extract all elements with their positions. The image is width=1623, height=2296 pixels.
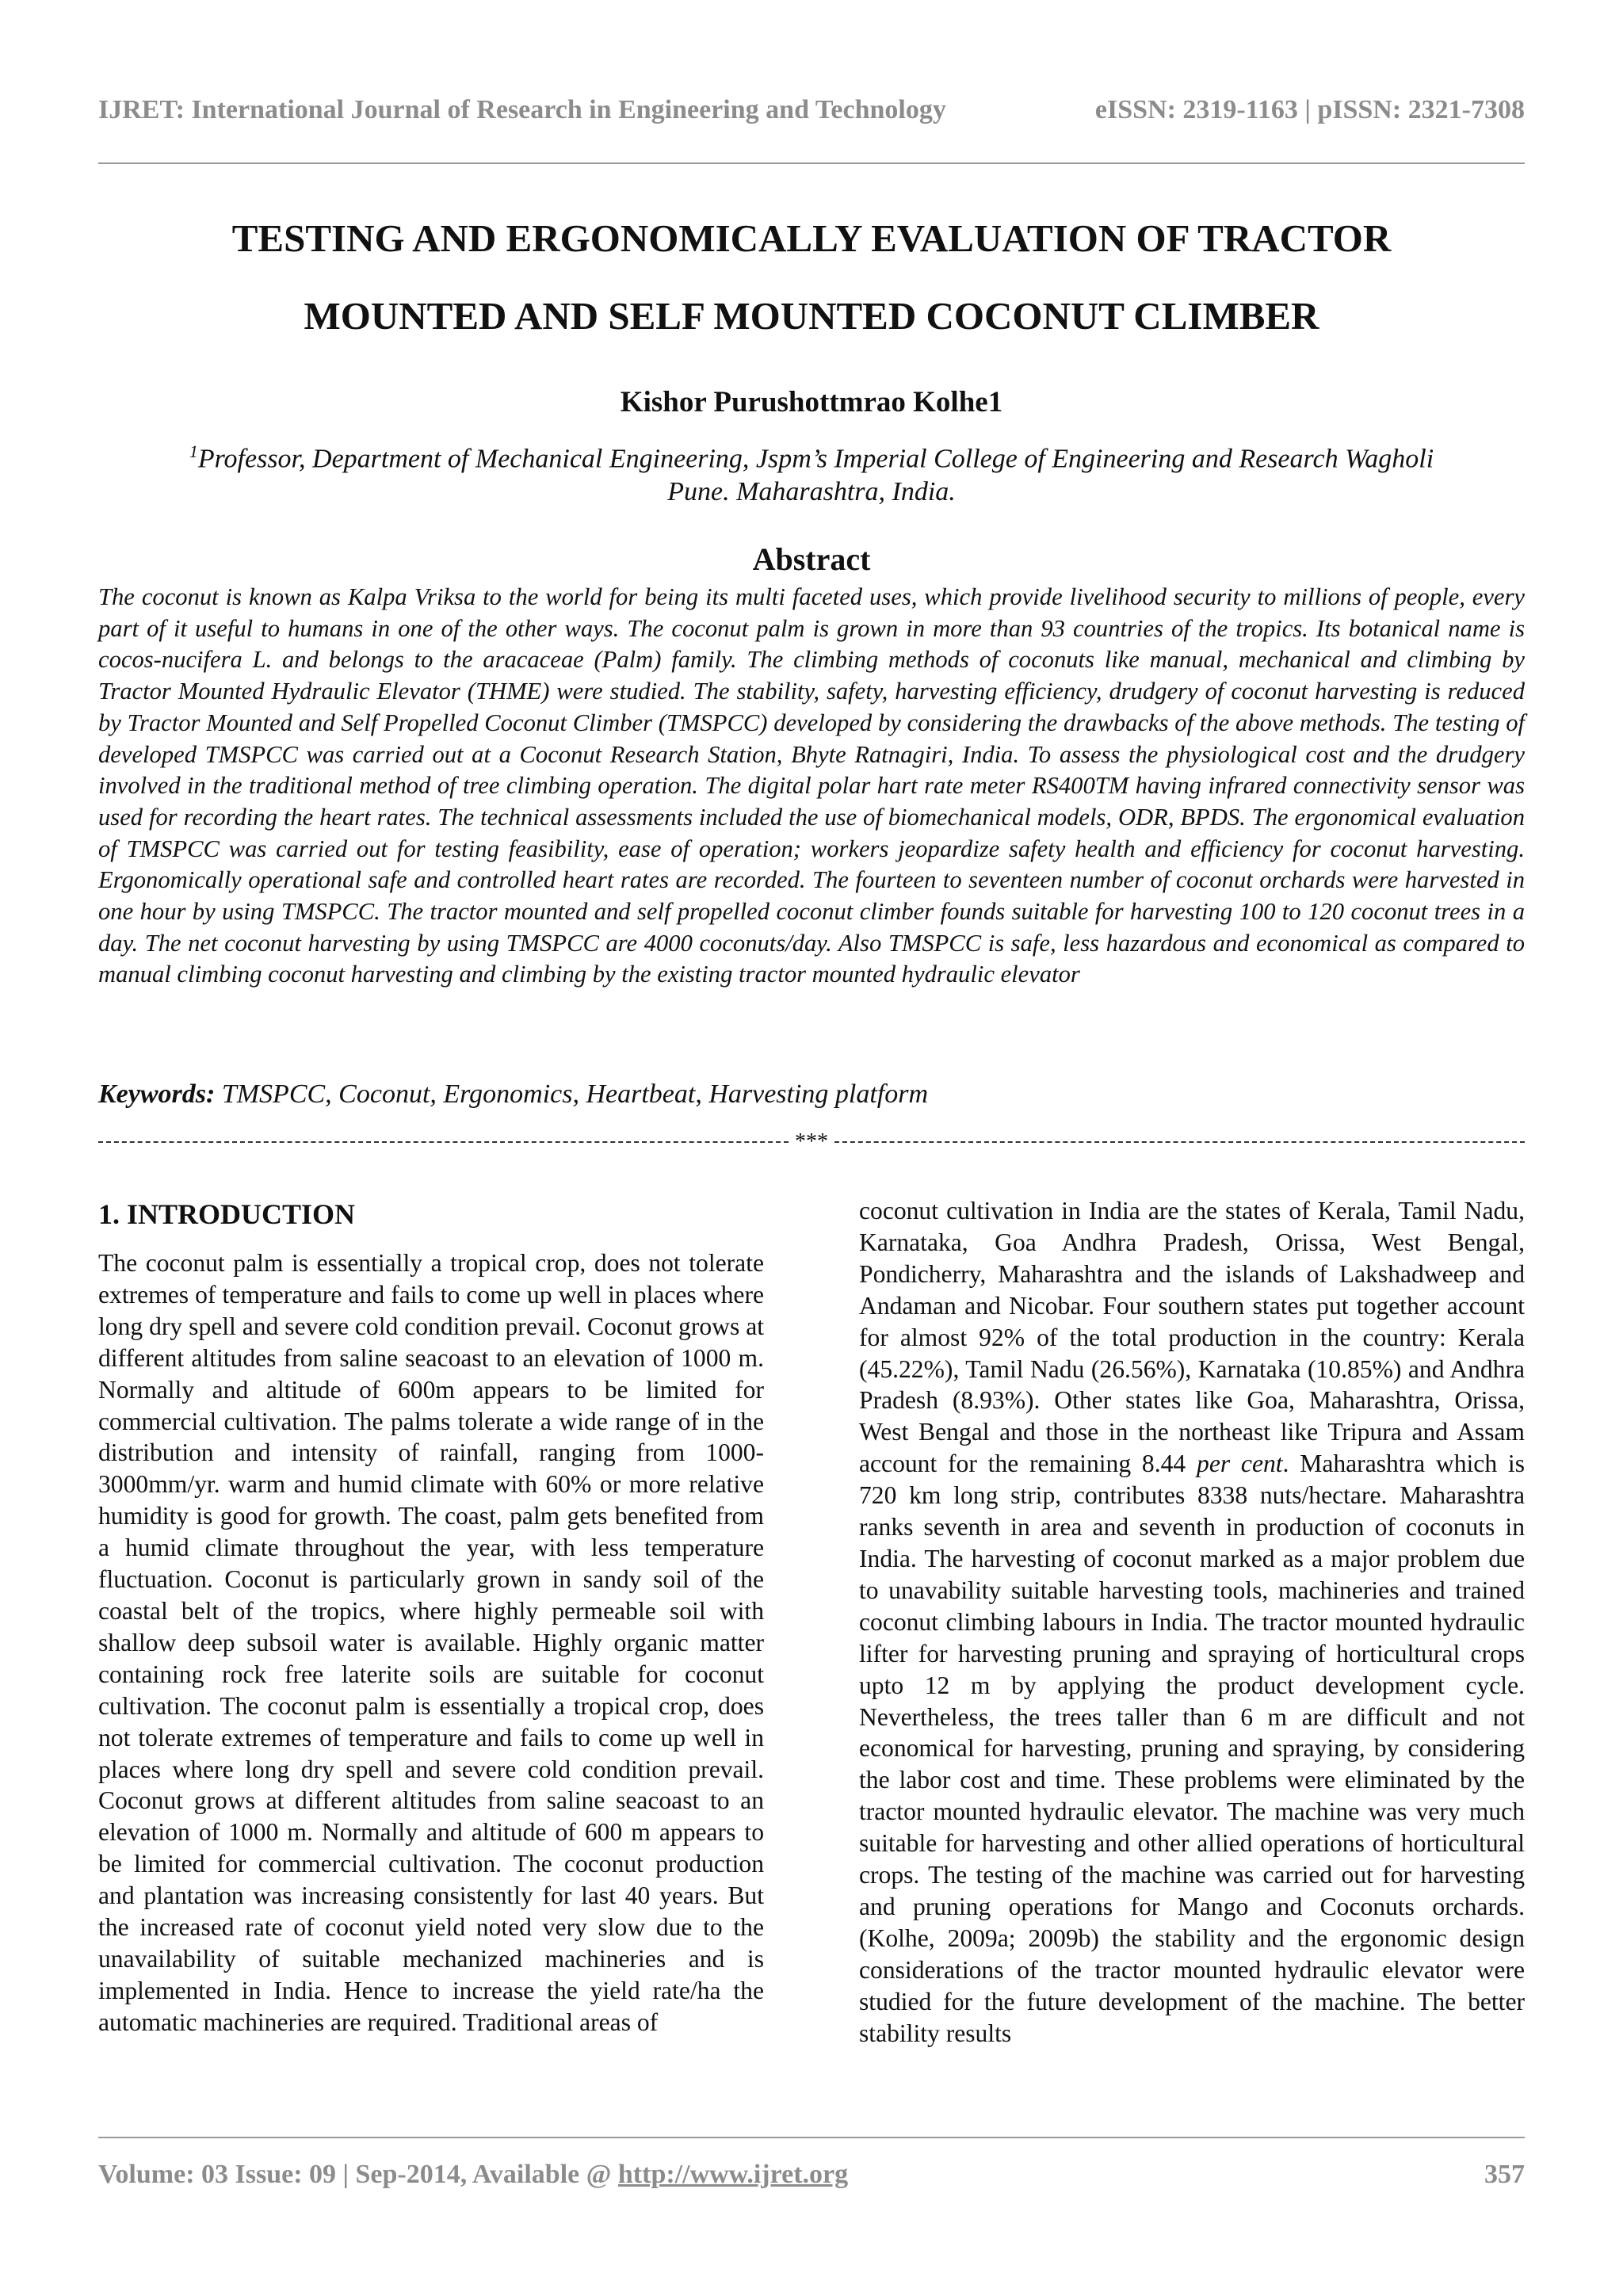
running-header	[98, 95, 1525, 125]
footer-rule	[98, 2137, 1525, 2138]
abstract-text: The coconut is known as Kalpa Vriksa to the world for being its multi faceted uses, which provide livelihood security to millions of people, every part of it useful to humans in one of the other ways. The coconut palm is grown in more than 93 countries of the tropics. Its botanical name is cocos-nucifera L. and belongs to the aracaceae (Palm) family. The climbing methods of coconuts like manual, mechanical and climbing by Tractor Mounted Hydraulic Elevator (THME) were studied. The stability, safety, harvesting efficiency, drudgery of coconut harvesting is reduced by Tractor Mounted and Self Propelled Coconut Climber (TMSPCC) developed by considering the drawbacks of the above methods. The testing of developed TMSPCC was carried out at a Coconut Research Station, Bhyte Ratnagiri, India. To assess the physiological cost and the drudgery involved in the traditional method of tree climbing operation. The digital polar hart rate meter RS400TM having infrared connectivity sensor was used for recording the heart rates. The technical assessments included the use of biomechanical models, ODR, BPDS. The ergonomical evaluation of TMSPCC was carried out for testing feasibility, ease of operation; workers jeopardize safety health and efficiency for coconut harvesting. Ergonomically operational safe and controlled heart rates are recorded. The fourteen to seventeen number of coconut orchards were harvested in one hour by using TMSPCC. The tractor mounted and self propelled coconut climber founds suitable for harvesting 100 to 120 coconut trees in a day. The net coconut harvesting by using TMSPCC are 4000 coconuts/day. Also TMSPCC is safe, less hazardous and economical as compared to manual climbing coconut harvesting and climbing by the existing tractor mounted hydraulic elevator	[98, 583, 1525, 988]
right-text-part-1: coconut cultivation in India are the states of Kerala, Tamil Nadu, Karnataka, Goa Andhra Pradesh, Orissa, West Bengal, Pondicherry, Maharashtra and the islands of Lakshadweep and Andaman and Nicobar. Four southern states put together account for almost 92% of the total production in the country: Kerala (45.22%), Tamil Nadu (26.56%), Karnataka (10.85%) and Andhra Pradesh (8.93%). Other states like Goa, Maharashtra, Orissa, West Bengal and those in the northeast like Tripura and Assam account for the remaining 8.44	[859, 1197, 1525, 1478]
affiliation	[98, 435, 1525, 509]
separator-dash-left	[98, 1141, 789, 1143]
keywords-label: Keywords:	[98, 1079, 216, 1109]
affiliation-line-1: Professor, Department of Mechanical Engineering, Jspm’s Imperial College of Engineering and Research Wagholi	[197, 444, 1434, 474]
title-line-1: TESTING AND ERGONOMICALLY EVALUATION OF TRACTOR	[231, 216, 1392, 260]
right-text-italic: per cent	[1197, 1450, 1283, 1478]
keywords	[98, 1079, 1525, 1110]
introduction-paragraph-right	[859, 1195, 1525, 2049]
title-line-2: MOUNTED AND SELF MOUNTED COCONUT CLIMBER	[304, 294, 1319, 338]
paper-title	[98, 200, 1525, 355]
right-text-part-2: . Maharashtra which is 720 km long strip, contributes 8338 nuts/hectare. Maharashtra ranks seventh in area and seventh in production of coconuts in India. The harvesting of coconut marked as a major problem due to unavability suitable harvesting tools, machineries and trained coconut climbing labours in India. The tractor mounted hydraulic lifter for harvesting pruning and spraying of horticultural crops upto 12 m by applying the product development cycle. Nevertheless, the trees taller than 6 m are difficult and not economical for harvesting, pruning and spraying, by considering the labor cost and time. These problems were eliminated by the tractor mounted hydraulic elevator. The machine was very much suitable for harvesting and other allied operations of horticultural crops. The testing of the machine was carried out for harvesting and pruning operations for Mango and Coconuts orchards. (Kolhe, 2009a; 2009b) the stability and the ergonomic design considerations of the tractor mounted hydraulic elevator were studied for the future development of the machine. The better stability results	[859, 1450, 1525, 2047]
introduction-paragraph-left: The coconut palm is essentially a tropical crop, does not tolerate extremes of temperature and fails to come up well in places where long dry spell and severe cold condition prevail. Coconut grows at different altitudes from saline seacoast to an elevation of 1000 m. Normally and altitude of 600m appears to be limited for commercial cultivation. The palms tolerate a wide range of in the distribution and intensity of rainfall, ranging from 1000-3000mm/yr. warm and humid climate with 60% or more relative humidity is good for growth. The coast, palm gets benefited from a humid climate throughout the year, with less temperature fluctuation. Coconut is particularly grown in sandy soil of the coastal belt of the tropics, where highly permeable soil with shallow deep subsoil water is available. Highly organic matter containing rock free laterite soils are suitable for coconut cultivation. The coconut palm is essentially a tropical crop, does not tolerate extremes of temperature and fails to come up well in places where long dry spell and severe cold condition prevail. Coconut grows at different altitudes from saline seacoast to an elevation of 1000 m. Normally and altitude of 600 m appears to be limited for commercial cultivation. The coconut production and plantation was increasing consistently for last 40 years. But the increased rate of coconut yield noted very slow due to the unavailability of suitable mechanized machineries and is implemented in India. Hence to increase the yield rate/ha the automatic machineries are required. Traditional areas of	[98, 1249, 764, 2036]
affiliation-line-2: Pune. Maharashtra, India.	[667, 477, 956, 507]
keywords-text: TMSPCC, Coconut, Ergonomics, Heartbeat, Harvesting platform	[221, 1079, 929, 1109]
page-footer	[98, 2160, 1525, 2190]
header-rule	[98, 162, 1525, 164]
right-column	[859, 1195, 1525, 2049]
abstract-heading: Abstract	[752, 541, 871, 577]
author-name: Kishor Purushottmrao Kolhe1	[620, 386, 1003, 418]
separator-dash-right	[834, 1141, 1525, 1143]
footer-url-link[interactable]: http://www.ijret.org	[617, 2160, 849, 2189]
journal-name: IJRET: International Journal of Research in Engineering and Technology	[98, 95, 946, 124]
issn: eISSN: 2319-1163 | pISSN: 2321-7308	[1094, 95, 1525, 124]
section-separator	[98, 1128, 1525, 1156]
introduction-heading: 1. INTRODUCTION	[98, 1198, 356, 1230]
separator-stars: ***	[795, 1129, 828, 1154]
page-number: 357	[1484, 2160, 1525, 2189]
affiliation-superscript: 1	[189, 441, 198, 461]
footer-volume: Volume: 03 Issue: 09 | Sep-2014, Available @	[98, 2160, 618, 2189]
left-column	[98, 1198, 764, 2038]
